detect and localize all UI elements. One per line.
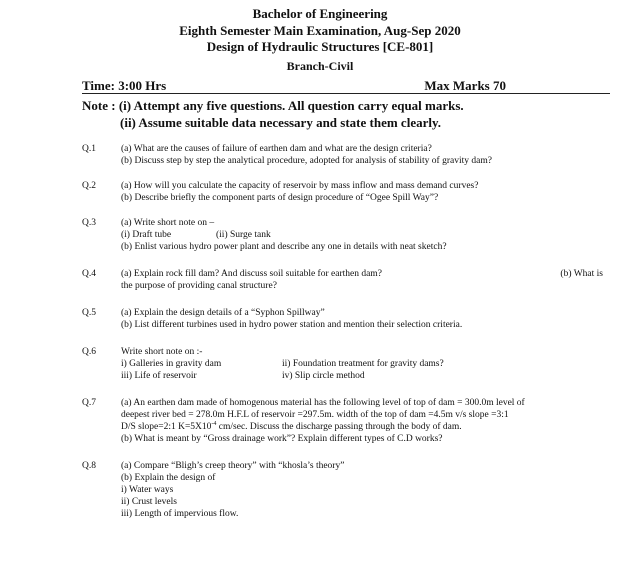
part-b: (b) Discuss step by step the analytical procedure, adopted for analysis of stability of gravity dam? <box>121 156 492 166</box>
part-a: (a) What are the causes of failure of earthen dam and what are the design criteria? <box>121 144 432 154</box>
subpart-row <box>121 370 611 382</box>
subpart-iv: iv) Slip circle method <box>282 371 365 381</box>
question-body <box>121 217 611 253</box>
question-number: Q.2 <box>82 181 96 191</box>
question-body <box>121 397 611 445</box>
question-body <box>121 143 611 167</box>
part-a-line-2: deepest river bed = 278.0m H.F.L of reservoir =297.5m. width of the top of dam =4.5m v/s slope =3:1 <box>121 410 509 420</box>
part-b: (b) What is meant by “Gross drainage work”? Explain different types of C.D works? <box>121 434 443 444</box>
time-marks-bar <box>82 78 610 94</box>
question-number: Q.5 <box>82 308 96 318</box>
subpart-ii: (ii) Surge tank <box>216 230 271 240</box>
question-body <box>121 460 611 520</box>
subpart-i: i) Water ways <box>121 485 174 495</box>
time-label: Time: 3:00 Hrs <box>82 78 167 93</box>
part-a: (a) How will you calculate the capacity of reservoir by mass inflow and mass demand curves? <box>121 181 479 191</box>
question-body <box>121 180 611 204</box>
part-a-line-1: (a) An earthen dam made of homogenous material has the following level of top of dam = 300.0m level of <box>121 398 525 408</box>
question-number: Q.7 <box>82 398 96 408</box>
degree-title: Bachelor of Engineering <box>252 6 388 21</box>
part-a: (a) Compare “Bligh’s creep theory” with “khosla’s theory” <box>121 461 345 471</box>
part-b-cont: the purpose of providing canal structure? <box>121 281 277 291</box>
instructions-note <box>82 97 464 131</box>
exam-header <box>0 6 640 74</box>
question-heading: Write short note on :- <box>121 347 203 357</box>
branch-title: Branch-Civil <box>286 58 354 73</box>
exam-title: Eighth Semester Main Examination, Aug-Sep 2020 <box>179 22 461 38</box>
question-body <box>121 307 611 331</box>
question-number: Q.3 <box>82 218 96 228</box>
note-line-1: Note : (i) Attempt any five questions. All question carry equal marks. <box>82 98 464 113</box>
subpart-iii: iii) Length of impervious flow. <box>121 509 239 519</box>
subpart-iii: iii) Life of reservoir <box>121 371 197 381</box>
part-b-start: (b) What is <box>560 269 603 279</box>
part-a-row <box>121 268 611 280</box>
subject-title: Design of Hydraulic Structures [CE-801] <box>206 39 434 54</box>
max-marks-label: Max Marks 70 <box>424 78 506 93</box>
part-b: (b) List different turbines used in hydro power station and mention their selection criteria. <box>121 320 463 330</box>
part-b: (b) Enlist various hydro power plant and describe any one in details with neat sketch? <box>121 242 447 252</box>
question-number: Q.1 <box>82 144 96 154</box>
subpart-row <box>121 358 611 370</box>
subpart-ii: ii) Crust levels <box>121 497 177 507</box>
part-a-line-3 <box>121 421 611 433</box>
exponent: -4 <box>211 420 217 427</box>
question-number: Q.6 <box>82 347 96 357</box>
note-line-2: (ii) Assume suitable data necessary and state them clearly. <box>120 115 442 130</box>
part-b: (b) Explain the design of <box>121 473 216 483</box>
part-b: (b) Describe briefly the component parts of design procedure of “Ogee Spill Way”? <box>121 193 439 203</box>
subpart-row <box>121 229 611 241</box>
part-a-text-end: cm/sec. Discuss the discharge passing through the body of dam. <box>216 422 462 432</box>
part-a: (a) Write short note on – <box>121 218 215 228</box>
question-body <box>121 268 611 292</box>
question-number: Q.8 <box>82 461 96 471</box>
subpart-i: (i) Draft tube <box>121 230 172 240</box>
question-body <box>121 346 611 382</box>
question-number: Q.4 <box>82 269 96 279</box>
subpart-ii: ii) Foundation treatment for gravity dams? <box>282 359 444 369</box>
part-a: (a) Explain the design details of a “Syphon Spillway” <box>121 308 325 318</box>
subpart-i: i) Galleries in gravity dam <box>121 359 222 369</box>
part-a: (a) Explain rock fill dam? And discuss soil suitable for earthen dam? <box>121 269 382 279</box>
part-a-text: D/S slope=2:1 K=5X10 <box>121 422 212 432</box>
